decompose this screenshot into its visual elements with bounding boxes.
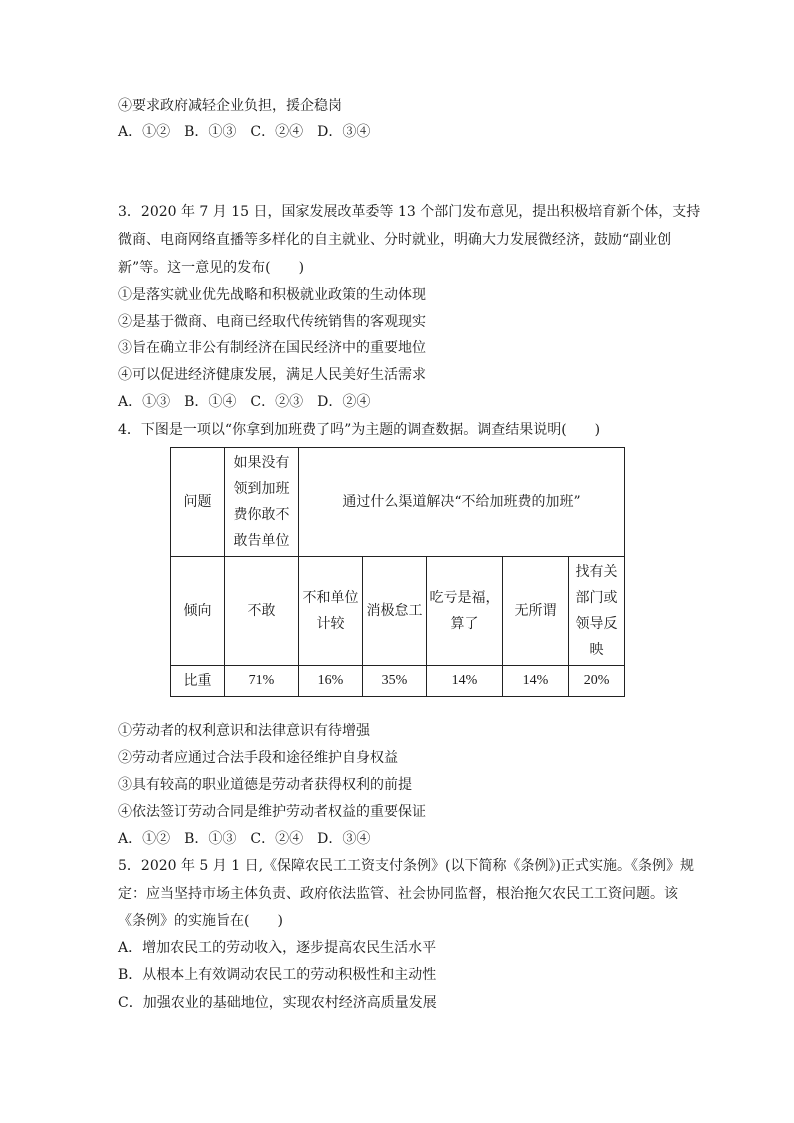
table-cell-channel-question: 通过什么渠道解决“不给加班费的加班” [299,448,625,557]
q3-stem-line-2: 微商、电商网络直播等多样化的自主就业、分时就业，明确大力发展微经济，鼓励“副业创 [118,232,672,248]
q4-item-1: ①劳动者的权利意识和法律意识有待增强 [118,723,370,739]
q3-options: A．①③ B．①④ C．②③ D．②④ [118,394,371,410]
table-cell-pct-1: 71% [225,666,299,697]
table-row [171,557,625,666]
q3-item-4: ④可以促进经济健康发展，满足人民美好生活需求 [118,367,426,383]
q5-option-b: B．从根本上有效调动农民工的劳动积极性和主动性 [118,967,437,983]
table-cell-slack-off: 消极怠工 [363,557,427,666]
table-cell-pct-4: 14% [427,666,503,697]
q3-stem-line-3: 新”等。这一意见的发布( ) [118,260,305,276]
q3-stem-line-1: 3．2020 年 7 月 15 日，国家发展改革委等 13 个部门发布意见，提出积极培育新个体，支持 [118,204,701,220]
table-cell-pct-3: 35% [363,666,427,697]
q4-item-3: ③具有较高的职业道德是劳动者获得权利的前提 [118,777,412,793]
table-cell-accept-loss: 吃亏是福，算了 [427,557,503,666]
table-cell-proportion-header: 比重 [171,666,225,697]
q5-option-a: A．增加农民工的劳动收入，逐步提高农民生活水平 [118,940,437,956]
table-cell-tendency-header: 倾向 [171,557,225,666]
q5-stem-line-3: 《条例》的实施旨在( ) [118,913,283,929]
table-row [171,448,625,557]
table-cell-no-dispute: 不和单位计较 [299,557,363,666]
table-cell-dare-not: 不敢 [225,557,299,666]
table-cell-pct-5: 14% [503,666,569,697]
q3-item-3: ③旨在确立非公有制经济在国民经济中的重要地位 [118,340,426,356]
q4-stem: 4．下图是一项以“你拿到加班费了吗”为主题的调查数据。调查结果说明( ) [118,422,601,438]
q2-item-4: ④要求政府减轻企业负担，援企稳岗 [118,98,342,114]
table-cell-pct-6: 20% [569,666,625,697]
table-cell-question-header: 问题 [171,448,225,557]
q4-item-2: ②劳动者应通过合法手段和途径维护自身权益 [118,750,398,766]
q3-item-1: ①是落实就业优先战略和积极就业政策的生动体现 [118,287,426,303]
q5-stem-line-2: 定：应当坚持市场主体负责、政府依法监管、社会协同监督，根治拖欠农民工工资问题。该 [118,886,678,902]
survey-table [170,447,625,697]
table-cell-sue-question: 如果没有领到加班费你敢不敢告单位 [225,448,299,557]
q5-option-c: C．加强农业的基础地位，实现农村经济高质量发展 [118,995,437,1011]
q3-item-2: ②是基于微商、电商已经取代传统销售的客观现实 [118,314,426,330]
table-cell-report: 找有关部门或领导反映 [569,557,625,666]
table-cell-pct-2: 16% [299,666,363,697]
q5-stem-line-1: 5．2020 年 5 月 1 日,《保障农民工工资支付条例》(以下简称《条例》)正式实施。《条例》规 [118,858,694,874]
table-row [171,666,625,697]
q4-item-4: ④依法签订劳动合同是维护劳动者权益的重要保证 [118,804,426,820]
table-cell-indifferent: 无所谓 [503,557,569,666]
q4-options: A．①② B．①③ C．②④ D．③④ [118,831,371,847]
q2-options: A．①② B．①③ C．②④ D．③④ [118,124,371,140]
